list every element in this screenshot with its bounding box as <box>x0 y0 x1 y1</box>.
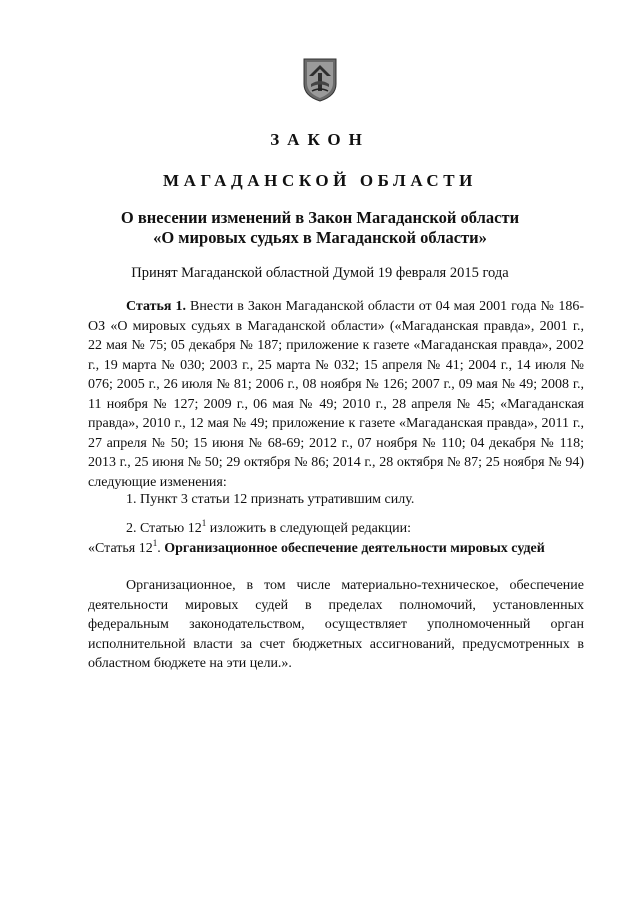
coat-of-arms-icon <box>303 58 337 102</box>
subtitle-line-1: О внесении изменений в Закон Магаданской области <box>120 208 520 227</box>
law-subtitle <box>0 208 640 248</box>
item-2-suffix: изложить в следующей редакции: <box>206 521 412 536</box>
adoption-line: Принят Магаданской областной Думой 19 февраля 2015 года <box>131 265 509 281</box>
article-1-text: Внести в Закон Магаданской области от 04 мая 2001 года № 186-ОЗ «О мировых судьях в Магаданской области» («Магаданская правда», 2001 г., 22 мая № 75; 05 декабря № 187; приложение к газете «Магаданская правда», 2002 г., 19 марта № 030; 2003 г., 25 марта № 032; 15 апреля № 41; 2004 г., 14 июля № 076; 2005 г., 26 июля № 81; 2006 г., 08 ноября № 126; 2007 г., 09 мая № 49; 2008 г., 11 ноября № 127; 2009 г., 06 мая № 49; 2010 г., 28 апреля № 45; «Магаданская правда», 2010 г., 12 мая № 49; приложение к газете «Магаданская правда», 2011 г., 27 апреля № 50; 15 июня № 68-69; 2012 г., 07 ноября № 110; 04 декабря № 118; 2013 г., 25 июня № 50; 29 октября № 86; 2014 г., 28 октября № 87; 25 ноября № 94) следующие изменения: <box>88 299 584 490</box>
item-2-superscript: 1 <box>201 518 207 528</box>
article-1-label: Статья 1. <box>126 299 186 314</box>
new-article-heading <box>88 539 608 559</box>
item-2-prefix: 2. Статью 12 <box>126 521 202 536</box>
subtitle-line-2: «О мировых судьях в Магаданской области» <box>153 228 487 247</box>
new-article-superscript: 1 <box>152 538 158 548</box>
law-title: ЗАКОН <box>270 130 370 149</box>
region-title: МАГАДАНСКОЙ ОБЛАСТИ <box>162 171 477 190</box>
new-article-title: Организационное обеспечение деятельности мировых судей <box>164 541 545 556</box>
final-paragraph: Организационное, в том числе материально-техническое, обеспечение деятельности мировых судей в пределах полномочий, установленных федеральным законодательством, осуществляет уполномоченный орган исполнительной власти за счет бюджетных ассигнований, предусмотренных в областном бюджете на эти цели.». <box>88 578 584 671</box>
new-article-suffix: . <box>157 541 165 556</box>
amendment-item-1: 1. Пункт 3 статьи 12 признать утратившим силу. <box>126 492 415 507</box>
new-article-prefix: «Статья 12 <box>88 541 153 556</box>
amendment-item-2 <box>126 519 606 539</box>
article-1-paragraph <box>88 297 584 492</box>
